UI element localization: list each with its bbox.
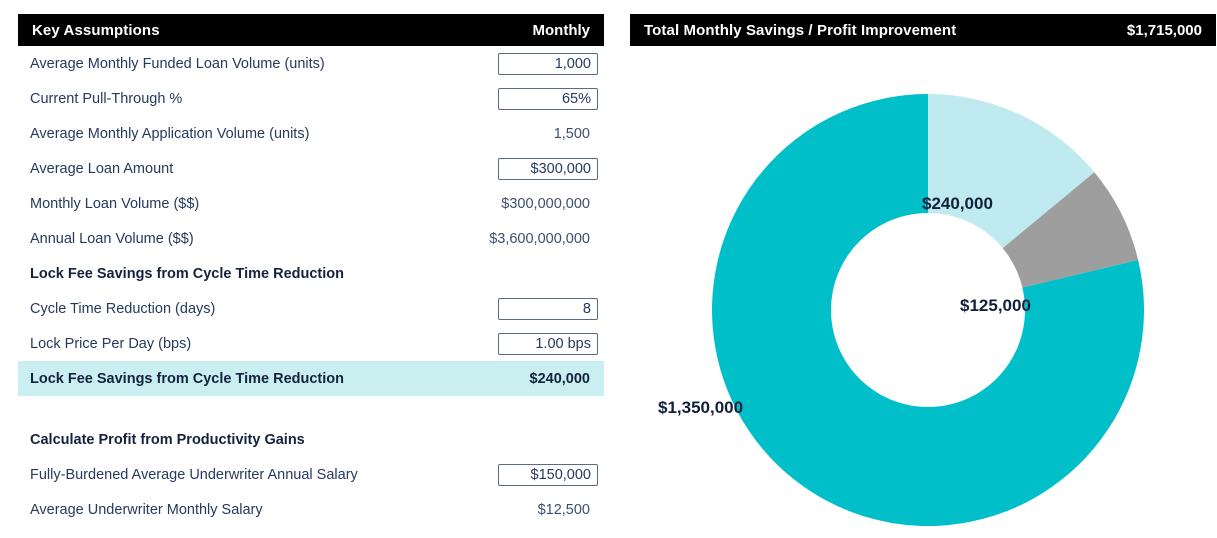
assumption-row: [18, 221, 604, 256]
lock-price-per-day-input[interactable]: 1.00 bps: [498, 333, 598, 355]
assumption-value-cell: [414, 53, 604, 75]
assumption-row: [18, 291, 604, 326]
slice-label-lock-fee-savings: $240,000: [922, 194, 993, 213]
assumption-label: Cycle Time Reduction (days): [30, 300, 216, 317]
section-label: Calculate Profit from Productivity Gains: [30, 431, 305, 448]
assumption-label: Current Pull-Through %: [30, 90, 183, 107]
slice-label-productivity-gains: $125,000: [960, 296, 1031, 315]
total-savings-amount: $1,715,000: [1126, 21, 1202, 39]
key-assumptions-period-label: Monthly: [532, 21, 590, 39]
assumption-label: Average Underwriter Monthly Salary: [30, 501, 263, 518]
assumption-row: [18, 151, 604, 186]
annual-loan-volume-value: $3,600,000,000: [489, 230, 590, 247]
total-savings-panel: [630, 14, 1216, 538]
row-spacer: [18, 396, 604, 422]
underwriter-monthly-salary-value: $12,500: [537, 501, 590, 518]
assumption-value-cell: [414, 158, 604, 180]
assumption-row: [18, 81, 604, 116]
section-heading-productivity-gains: [18, 422, 604, 457]
assumption-label: Average Monthly Funded Loan Volume (units): [30, 55, 325, 72]
assumption-label: Annual Loan Volume ($$): [30, 230, 194, 247]
assumption-value-cell: [414, 464, 604, 486]
key-assumptions-title: Key Assumptions: [32, 21, 160, 39]
monthly-loan-volume-value: $300,000,000: [501, 195, 590, 212]
lock-fee-savings-result-row: [18, 361, 604, 396]
average-loan-amount-input[interactable]: $300,000: [498, 158, 598, 180]
assumption-row: [18, 116, 604, 151]
key-assumptions-panel: [18, 14, 604, 527]
savings-donut-chart: [630, 46, 1216, 538]
key-assumptions-header: [18, 14, 604, 46]
section-label: Lock Fee Savings from Cycle Time Reduction: [30, 265, 344, 282]
assumption-row: [18, 326, 604, 361]
funded-loan-volume-input[interactable]: 1,000: [498, 53, 598, 75]
slice-label-other-savings: $1,350,000: [658, 398, 744, 417]
cycle-time-reduction-input[interactable]: 8: [498, 298, 598, 320]
assumption-row: [18, 492, 604, 527]
lock-fee-savings-result-value: $240,000: [529, 370, 590, 387]
assumption-row: [18, 46, 604, 81]
assumption-label: Monthly Loan Volume ($$): [30, 195, 200, 212]
donut-graphic: [712, 94, 1144, 526]
assumption-value-cell: [414, 88, 604, 110]
assumption-label: Lock Price Per Day (bps): [30, 335, 192, 352]
application-volume-value: 1,500: [553, 125, 590, 142]
pull-through-pct-input[interactable]: 65%: [498, 88, 598, 110]
result-label: Lock Fee Savings from Cycle Time Reduction: [30, 370, 344, 387]
assumption-label: Average Loan Amount: [30, 160, 174, 177]
assumption-label: Average Monthly Application Volume (units): [30, 125, 310, 142]
section-heading-lock-fee-savings: [18, 256, 604, 291]
assumption-value-cell: [414, 298, 604, 320]
donut-svg: [712, 94, 1144, 526]
assumption-value-cell: [414, 333, 604, 355]
underwriter-annual-salary-input[interactable]: $150,000: [498, 464, 598, 486]
total-savings-title: Total Monthly Savings / Profit Improvement: [644, 21, 957, 39]
total-savings-header: [630, 14, 1216, 46]
assumption-row: [18, 457, 604, 492]
assumption-row: [18, 186, 604, 221]
assumption-label: Fully-Burdened Average Underwriter Annual Salary: [30, 466, 358, 483]
